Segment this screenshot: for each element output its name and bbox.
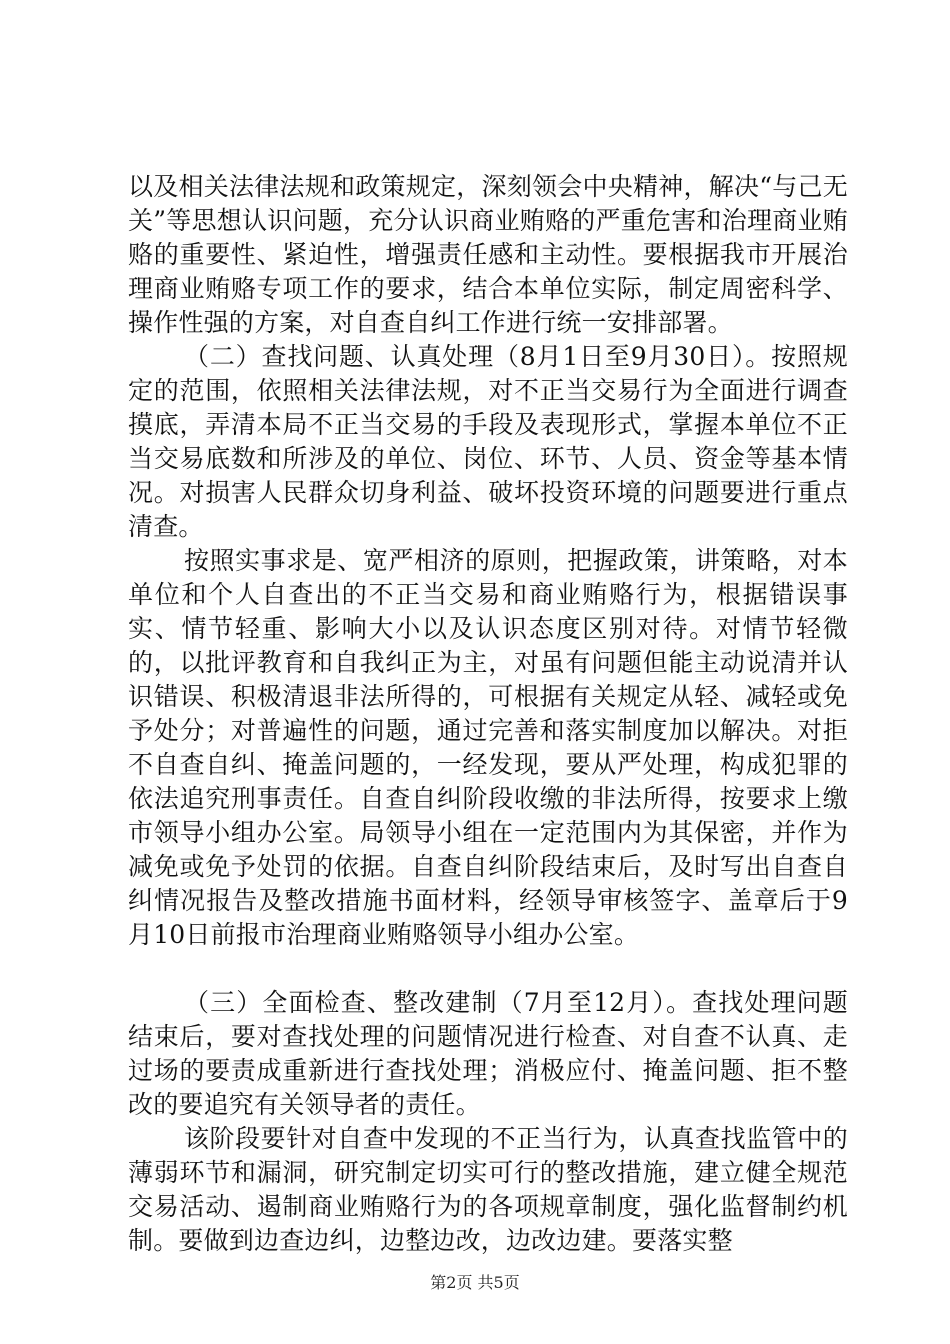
page-number-footer: 第2页 共5页 [430, 1273, 520, 1292]
paragraph-rectification: 该阶段要针对自查中发现的不正当行为，认真查找监管中的薄弱环节和漏洞，研究制定切实可行的整改措施，建立健全规范交易活动、遏制商业贿赂行为的各项规章制度，强化监督制约机制。要做到边查边纠，边整边改，边改边建。要落实整 [128, 1124, 848, 1255]
document-body [128, 170, 848, 1258]
paragraph-section-two: （二）查找问题、认真处理（8月1日至9月30日）。按照规定的范围，依照相关法律法规，对不正当交易行为全面进行调查摸底，弄清本局不正当交易的手段及表现形式，掌握本单位不正当交易底数和所涉及的单位、岗位、环节、人员、资金等基本情况。对损害人民群众切身利益、破坏投资环境的问题要进行重点清查。 [128, 342, 848, 541]
paragraph-section-three: （三）全面检查、整改建制（7月至12月）。查找处理问题结束后，要对查找处理的问题情况进行检查、对自查不认真、走过场的要责成重新进行查找处理；消极应付、掩盖问题、拒不整改的要追究有关领导者的责任。 [128, 988, 848, 1119]
paragraph-handling-principles: 按照实事求是、宽严相济的原则，把握政策，讲策略，对本单位和个人自查出的不正当交易和商业贿赂行为，根据错误事实、情节轻重、影响大小以及认识态度区别对待。对情节轻微的，以批评教育和自我纠正为主，对虽有问题但能主动说清并认识错误、积极清退非法所得的，可根据有关规定从轻、减轻或免予处分；对普遍性的问题，通过完善和落实制度加以解决。对拒不自查自纠、掩盖问题的，一经发现，要从严处理，构成犯罪的依法追究刑事责任。自查自纠阶段收缴的非法所得，按要求上缴市领导小组办公室。局领导小组在一定范围内为其保密，并作为减免或免予处罚的依据。自查自纠阶段结束后，及时写出自查自纠情况报告及整改措施书面材料，经领导审核签字、盖章后于9月10日前报市治理商业贿赂领导小组办公室。 [128, 546, 848, 949]
paragraph-continuation: 以及相关法律法规和政策规定，深刻领会中央精神，解决“与己无关”等思想认识问题，充分认识商业贿赂的严重危害和治理商业贿赂的重要性、紧迫性，增强责任感和主动性。要根据我市开展治理商业贿赂专项工作的要求，结合本单位实际，制定周密科学、操作性强的方案，对自查自纠工作进行统一安排部署。 [128, 172, 848, 337]
